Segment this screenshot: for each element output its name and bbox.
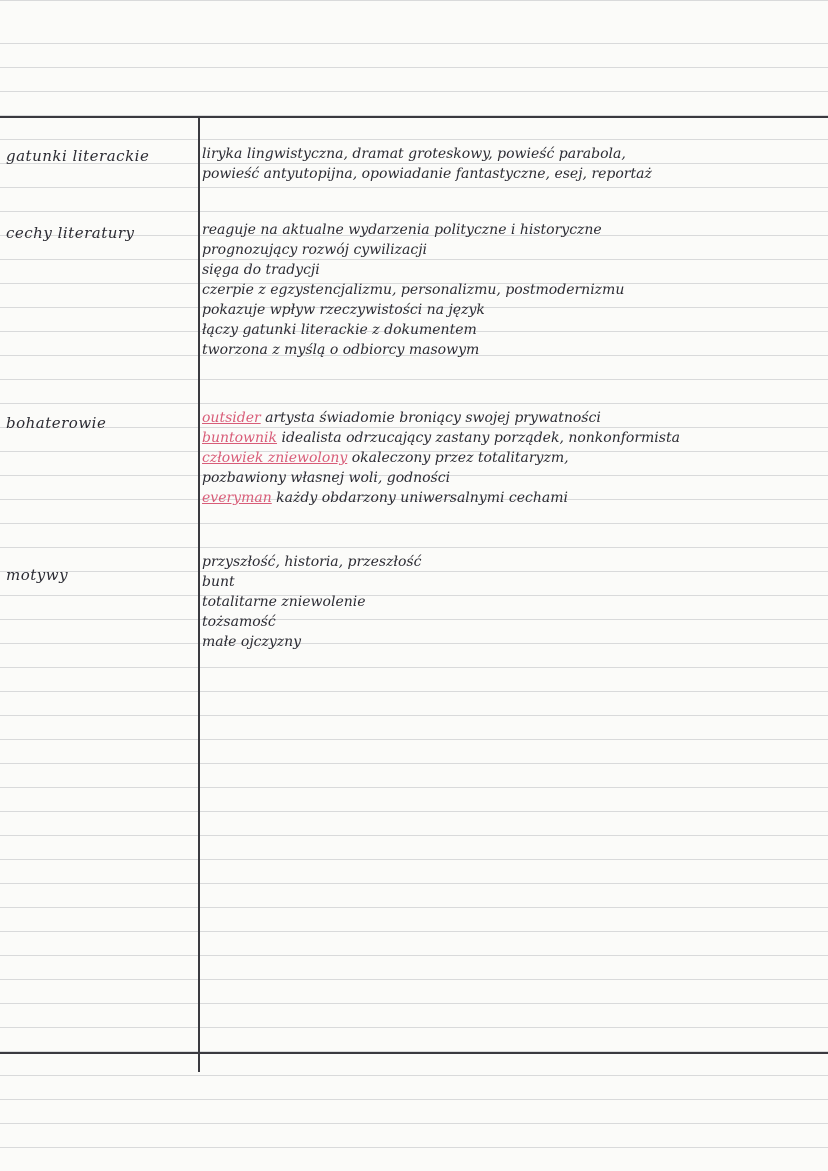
entry-line [202, 260, 824, 280]
entry-line [202, 488, 824, 508]
entry-text: liryka lingwistyczna, dramat groteskowy, powieść parabola, [202, 146, 626, 162]
entry-line [202, 300, 824, 320]
entry-line [202, 408, 824, 428]
entry-text: okaleczony przez totalitaryzm, [347, 450, 569, 466]
entry-line [202, 340, 824, 360]
entry-text: artysta świadomie broniący swojej prywatności [260, 410, 601, 426]
entry-line [202, 164, 824, 184]
entry-text: tworzona z myślą o odbiorcy masowym [202, 342, 480, 358]
entry-text: przyszłość, historia, przeszłość [202, 554, 422, 570]
entry-line [202, 572, 824, 592]
section-entries-motywy [202, 552, 824, 652]
footer-rule [0, 1052, 828, 1054]
entry-text: pokazuje wpływ rzeczywistości na język [202, 302, 485, 318]
entry-line [202, 592, 824, 612]
entry-line [202, 320, 824, 340]
entry-text: totalitarne zniewolenie [202, 594, 366, 610]
hero-type-term: everyman [202, 490, 272, 506]
entry-text: powieść antyutopijna, opowiadanie fantastyczne, esej, reportaż [202, 166, 652, 182]
section-label-motywy: motywy [6, 566, 69, 584]
header-rule [0, 116, 828, 118]
section-entries-cechy [202, 220, 824, 360]
section-label-bohaterowie: bohaterowie [6, 414, 107, 432]
entry-line [202, 220, 824, 240]
entry-text: prognozujący rozwój cywilizacji [202, 242, 428, 258]
section-label-gatunki: gatunki literackie [6, 147, 150, 165]
entry-text: łączy gatunki literackie z dokumentem [202, 322, 477, 338]
entry-line [202, 428, 824, 448]
entry-line [202, 552, 824, 572]
hero-type-term: outsider [202, 410, 261, 426]
section-label-cechy: cechy literatury [6, 224, 135, 242]
entry-line [202, 632, 824, 652]
entry-line [202, 280, 824, 300]
hero-type-term: buntownik [202, 430, 278, 446]
hero-type-term: człowiek zniewolony [202, 450, 348, 466]
entry-line [202, 144, 824, 164]
entry-line [202, 448, 824, 468]
entry-text: reaguje na aktualne wydarzenia polityczne i historyczne [202, 222, 602, 238]
entry-line [202, 240, 824, 260]
entry-text: tożsamość [202, 614, 276, 630]
entry-text: każdy obdarzony uniwersalnymi cechami [271, 490, 568, 506]
entry-text: małe ojczyzny [202, 634, 302, 650]
entry-line [202, 468, 824, 488]
entry-text: sięga do tradycji [202, 262, 320, 278]
entry-text: pozbawiony własnej woli, godności [202, 470, 451, 486]
entry-text: bunt [202, 574, 235, 590]
entry-line [202, 612, 824, 632]
entry-text: czerpie z egzystencjalizmu, personalizmu, postmodernizmu [202, 282, 625, 298]
entry-text: idealista odrzucający zastany porządek, nonkonformista [277, 430, 680, 446]
section-entries-bohaterowie [202, 408, 824, 508]
section-entries-gatunki [202, 144, 824, 184]
margin-line [198, 117, 200, 1072]
